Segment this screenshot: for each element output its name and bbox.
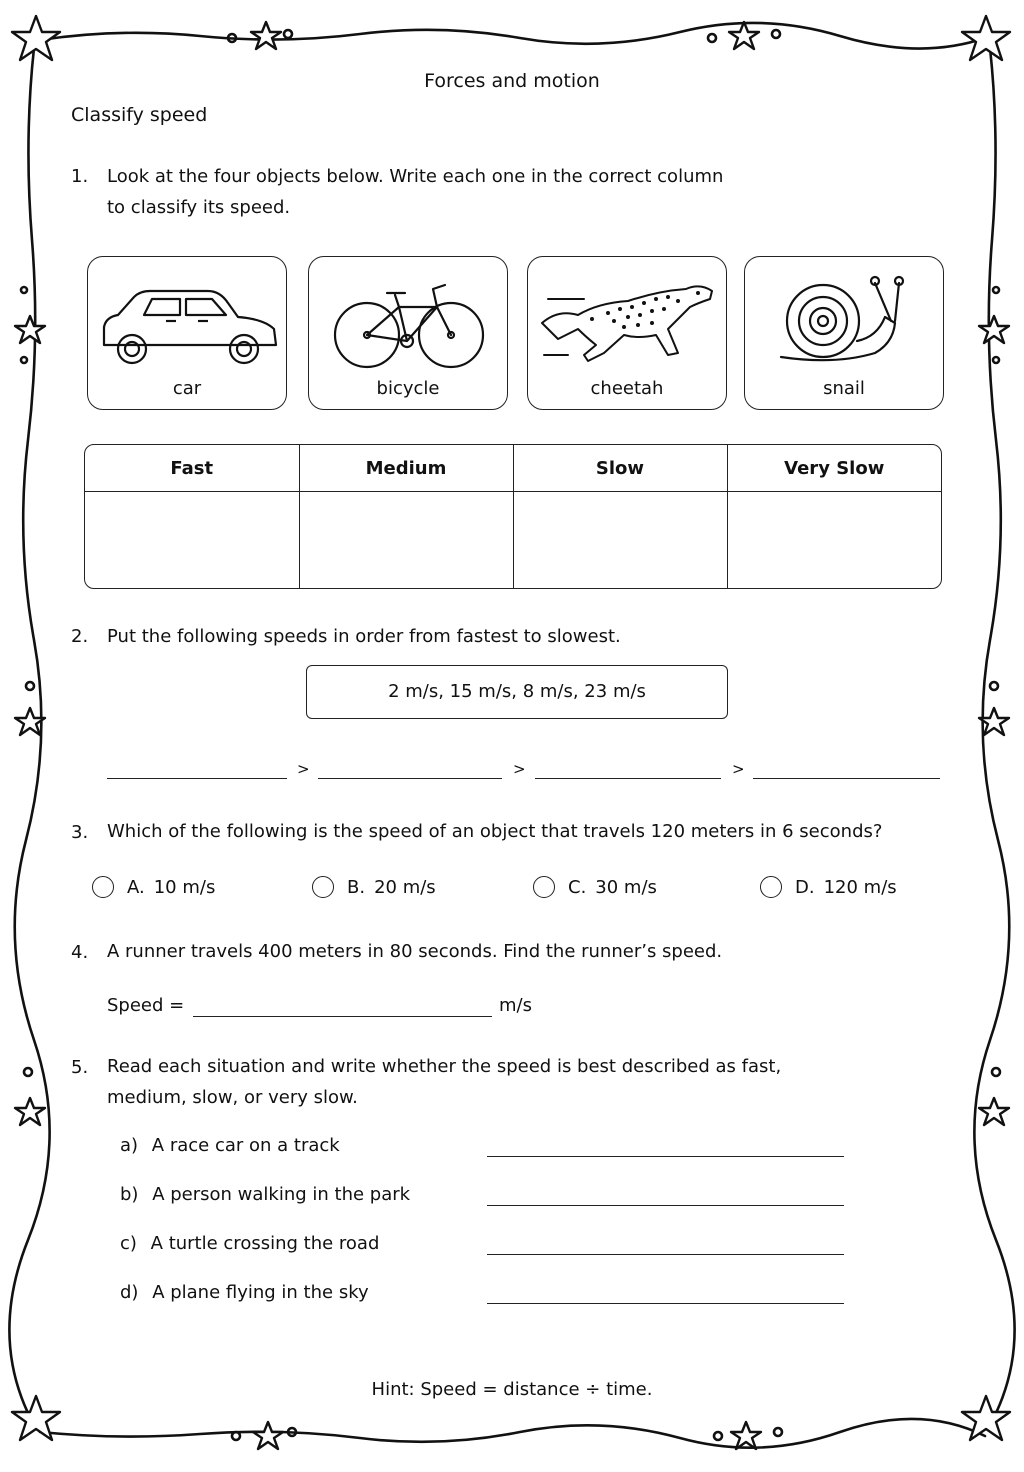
radio-circle[interactable] <box>760 876 782 898</box>
object-card-cheetah <box>527 256 727 410</box>
column-header-fast: Fast <box>85 445 299 492</box>
object-card-snail <box>744 256 944 410</box>
speeds-box: 2 m/s, 15 m/s, 8 m/s, 23 m/s <box>306 665 728 719</box>
item-letter: c) <box>120 1233 137 1254</box>
item-text: A race car on a track <box>151 1135 340 1156</box>
question-5-text-line1: Read each situation and write whether the speed is best described as fast, <box>107 1056 782 1077</box>
option-b[interactable] <box>312 876 436 898</box>
item-letter: a) <box>120 1135 139 1156</box>
column-header-medium: Medium <box>299 445 513 492</box>
situation-item-d <box>120 1282 369 1303</box>
item-letter: d) <box>120 1282 139 1303</box>
situation-item-a <box>120 1135 340 1156</box>
speed-unit: m/s <box>499 995 532 1016</box>
bicycle-icon <box>309 257 509 377</box>
answer-cell-very-slow[interactable] <box>727 492 941 589</box>
column-header-slow: Slow <box>513 445 727 492</box>
question-1-text-line1: Look at the four objects below. Write each one in the correct column <box>107 166 724 187</box>
order-blank-1[interactable] <box>107 778 287 779</box>
option-a[interactable] <box>92 876 215 898</box>
answer-cell-medium[interactable] <box>299 492 513 589</box>
option-text: 30 m/s <box>595 876 657 898</box>
option-letter: A. <box>127 876 145 898</box>
greater-than-sign: > <box>513 760 526 778</box>
order-blank-3[interactable] <box>535 778 721 779</box>
situation-answer-blank-c[interactable] <box>487 1254 844 1255</box>
question-3-number: 3. <box>71 822 89 843</box>
question-1-text-line2: to classify its speed. <box>107 197 291 218</box>
option-c[interactable] <box>533 876 657 898</box>
answer-cell-slow[interactable] <box>513 492 727 589</box>
question-4-number: 4. <box>71 942 89 963</box>
cheetah-icon <box>528 257 728 377</box>
order-blank-4[interactable] <box>753 778 940 779</box>
section-heading: Classify speed <box>71 104 208 126</box>
radio-circle[interactable] <box>92 876 114 898</box>
object-card-car <box>87 256 287 410</box>
classification-table <box>84 444 942 589</box>
question-5-number: 5. <box>71 1057 89 1078</box>
option-text: 10 m/s <box>153 876 216 898</box>
object-label: car <box>172 378 202 399</box>
object-card-bicycle <box>308 256 508 410</box>
question-2-text: Put the following speeds in order from fastest to slowest. <box>107 626 621 647</box>
speed-answer-blank[interactable] <box>193 1016 492 1017</box>
car-icon <box>88 257 288 377</box>
radio-circle[interactable] <box>533 876 555 898</box>
item-text: A plane flying in the sky <box>152 1282 369 1303</box>
option-letter: D. <box>795 876 815 898</box>
page-title: Forces and motion <box>424 70 600 92</box>
question-4-text: A runner travels 400 meters in 80 seconds. Find the runner’s speed. <box>107 941 723 962</box>
speed-label: Speed = <box>107 995 185 1016</box>
option-letter: C. <box>568 876 587 898</box>
situation-item-b <box>120 1184 410 1205</box>
snail-icon <box>745 257 945 377</box>
situation-answer-blank-d[interactable] <box>487 1303 844 1304</box>
question-5-text-line2: medium, slow, or very slow. <box>107 1087 358 1108</box>
hint-text: Hint: Speed = distance ÷ time. <box>371 1379 653 1400</box>
radio-circle[interactable] <box>312 876 334 898</box>
situation-answer-blank-a[interactable] <box>487 1156 844 1157</box>
situation-answer-blank-b[interactable] <box>487 1205 844 1206</box>
object-label: cheetah <box>590 378 664 399</box>
situation-item-c <box>120 1233 379 1254</box>
option-letter: B. <box>347 876 366 898</box>
option-text: 120 m/s <box>823 876 897 898</box>
item-letter: b) <box>120 1184 139 1205</box>
column-header-very-slow: Very Slow <box>727 445 941 492</box>
question-1-number: 1. <box>71 166 89 187</box>
answer-cell-fast[interactable] <box>85 492 299 589</box>
object-label: snail <box>823 378 865 399</box>
option-text: 20 m/s <box>374 876 436 898</box>
option-d[interactable] <box>760 876 897 898</box>
greater-than-sign: > <box>732 760 745 778</box>
question-2-number: 2. <box>71 626 89 647</box>
order-blank-2[interactable] <box>318 778 502 779</box>
question-3-text: Which of the following is the speed of an object that travels 120 meters in 6 seconds? <box>107 821 883 842</box>
object-label: bicycle <box>376 378 440 399</box>
item-text: A turtle crossing the road <box>150 1233 380 1254</box>
greater-than-sign: > <box>297 760 310 778</box>
item-text: A person walking in the park <box>152 1184 411 1205</box>
